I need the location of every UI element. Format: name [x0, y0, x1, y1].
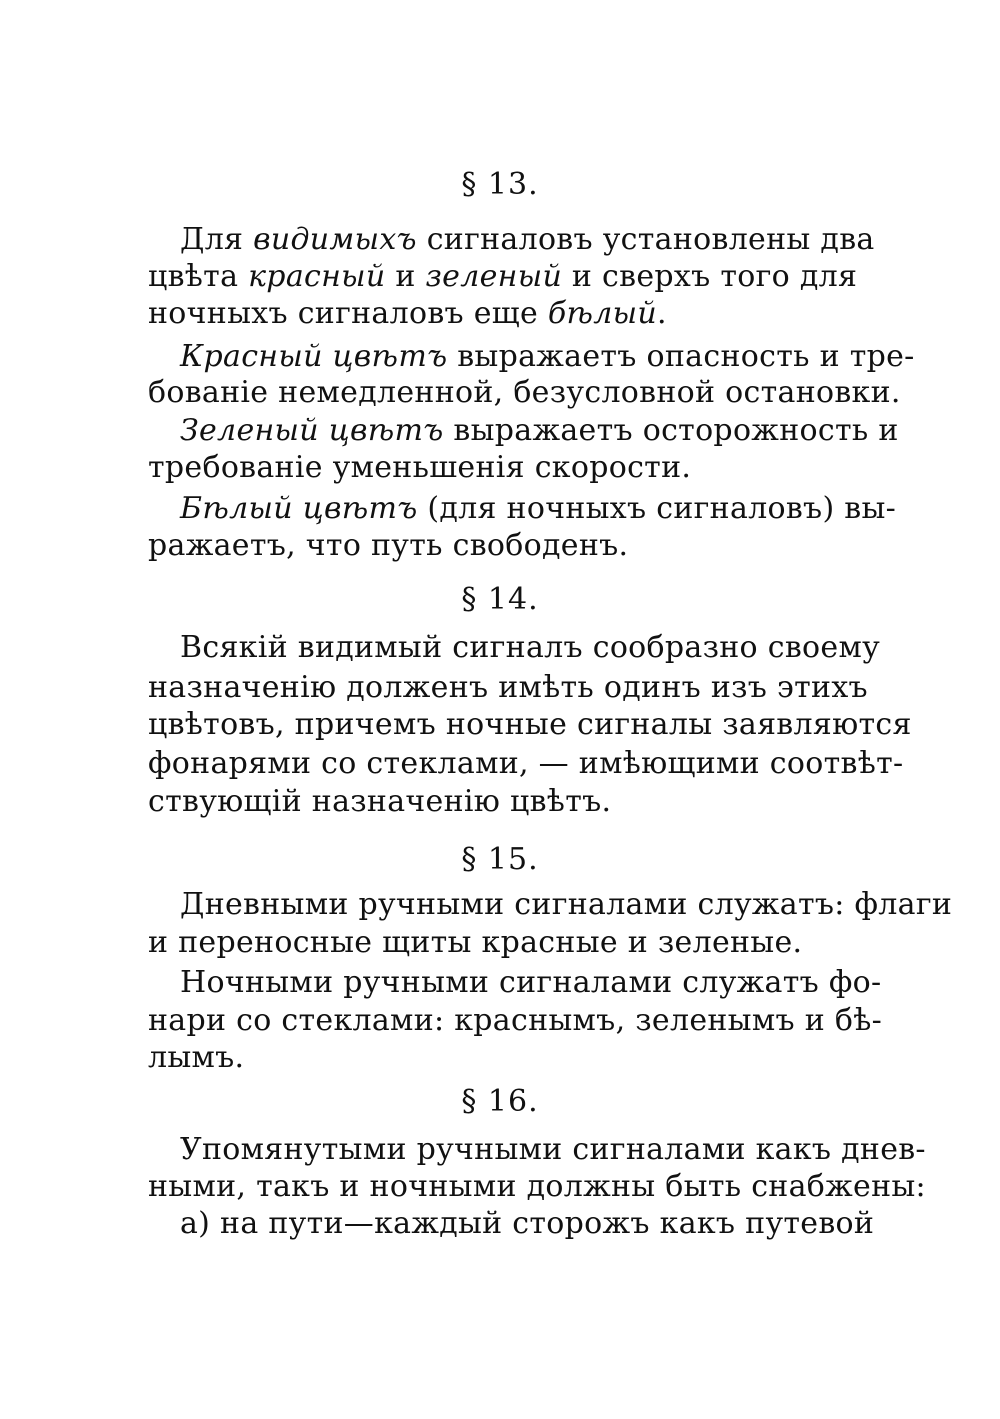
- text-line: нари со стеклами: краснымъ, зеленымъ и бѣ-: [148, 1003, 883, 1038]
- text-line: ными, такъ и ночными должны быть снабжены:: [148, 1169, 926, 1204]
- text-line: фонарями со стеклами, — имѣющими соотвѣт-: [148, 746, 904, 781]
- text-line: бованіе немедленной, безусловной остановки.: [148, 375, 901, 410]
- text-line: а) на пути—каждый сторожъ какъ путевой: [180, 1206, 875, 1241]
- text-line: Бѣлый цвѣтъ (для ночныхъ сигналовъ) вы-: [180, 491, 897, 526]
- section-heading: § 16.: [461, 1084, 539, 1119]
- text-line: лымъ.: [148, 1040, 245, 1075]
- text-line: Зеленый цвѣтъ выражаетъ осторожность и: [180, 413, 899, 448]
- italic-term: бѣлый: [547, 296, 658, 331]
- italic-term: красный: [248, 259, 386, 294]
- italic-term: Красный цвѣтъ: [180, 339, 448, 374]
- italic-term: зеленый: [425, 259, 563, 294]
- text-line: Ночными ручными сигналами служатъ фо-: [180, 965, 882, 1000]
- text-line: Для видимыхъ сигналовъ установлены два: [180, 222, 875, 257]
- text-line: требованіе уменьшенія скорости.: [148, 450, 692, 485]
- italic-term: видимыхъ: [253, 222, 417, 257]
- section-heading: § 15.: [461, 842, 539, 877]
- text-line: цвѣтовъ, причемъ ночные сигналы заявляются: [148, 707, 912, 742]
- text-line: Дневными ручными сигналами служатъ: флаги: [180, 887, 953, 922]
- text-line: ражаетъ, что путь свободенъ.: [148, 528, 629, 563]
- text-line: цвѣта красный и зеленый и сверхъ того для: [148, 259, 858, 294]
- text-line: ствующій назначенію цвѣтъ.: [148, 784, 612, 819]
- text-line: назначенію долженъ имѣть одинъ изъ этихъ: [148, 670, 868, 705]
- text-line: ночныхъ сигналовъ еще бѣлый.: [148, 296, 667, 331]
- section-heading: § 13.: [461, 167, 539, 202]
- text-line: и переносные щиты красные и зеленые.: [148, 925, 803, 960]
- text-line: Красный цвѣтъ выражаетъ опасность и тре-: [180, 339, 915, 374]
- section-heading: § 14.: [461, 582, 539, 617]
- italic-term: Бѣлый цвѣтъ: [180, 491, 418, 526]
- text-line: Упомянутыми ручными сигналами какъ днев-: [180, 1132, 926, 1167]
- italic-term: Зеленый цвѣтъ: [180, 413, 444, 448]
- text-line: Всякій видимый сигналъ сообразно своему: [180, 630, 881, 665]
